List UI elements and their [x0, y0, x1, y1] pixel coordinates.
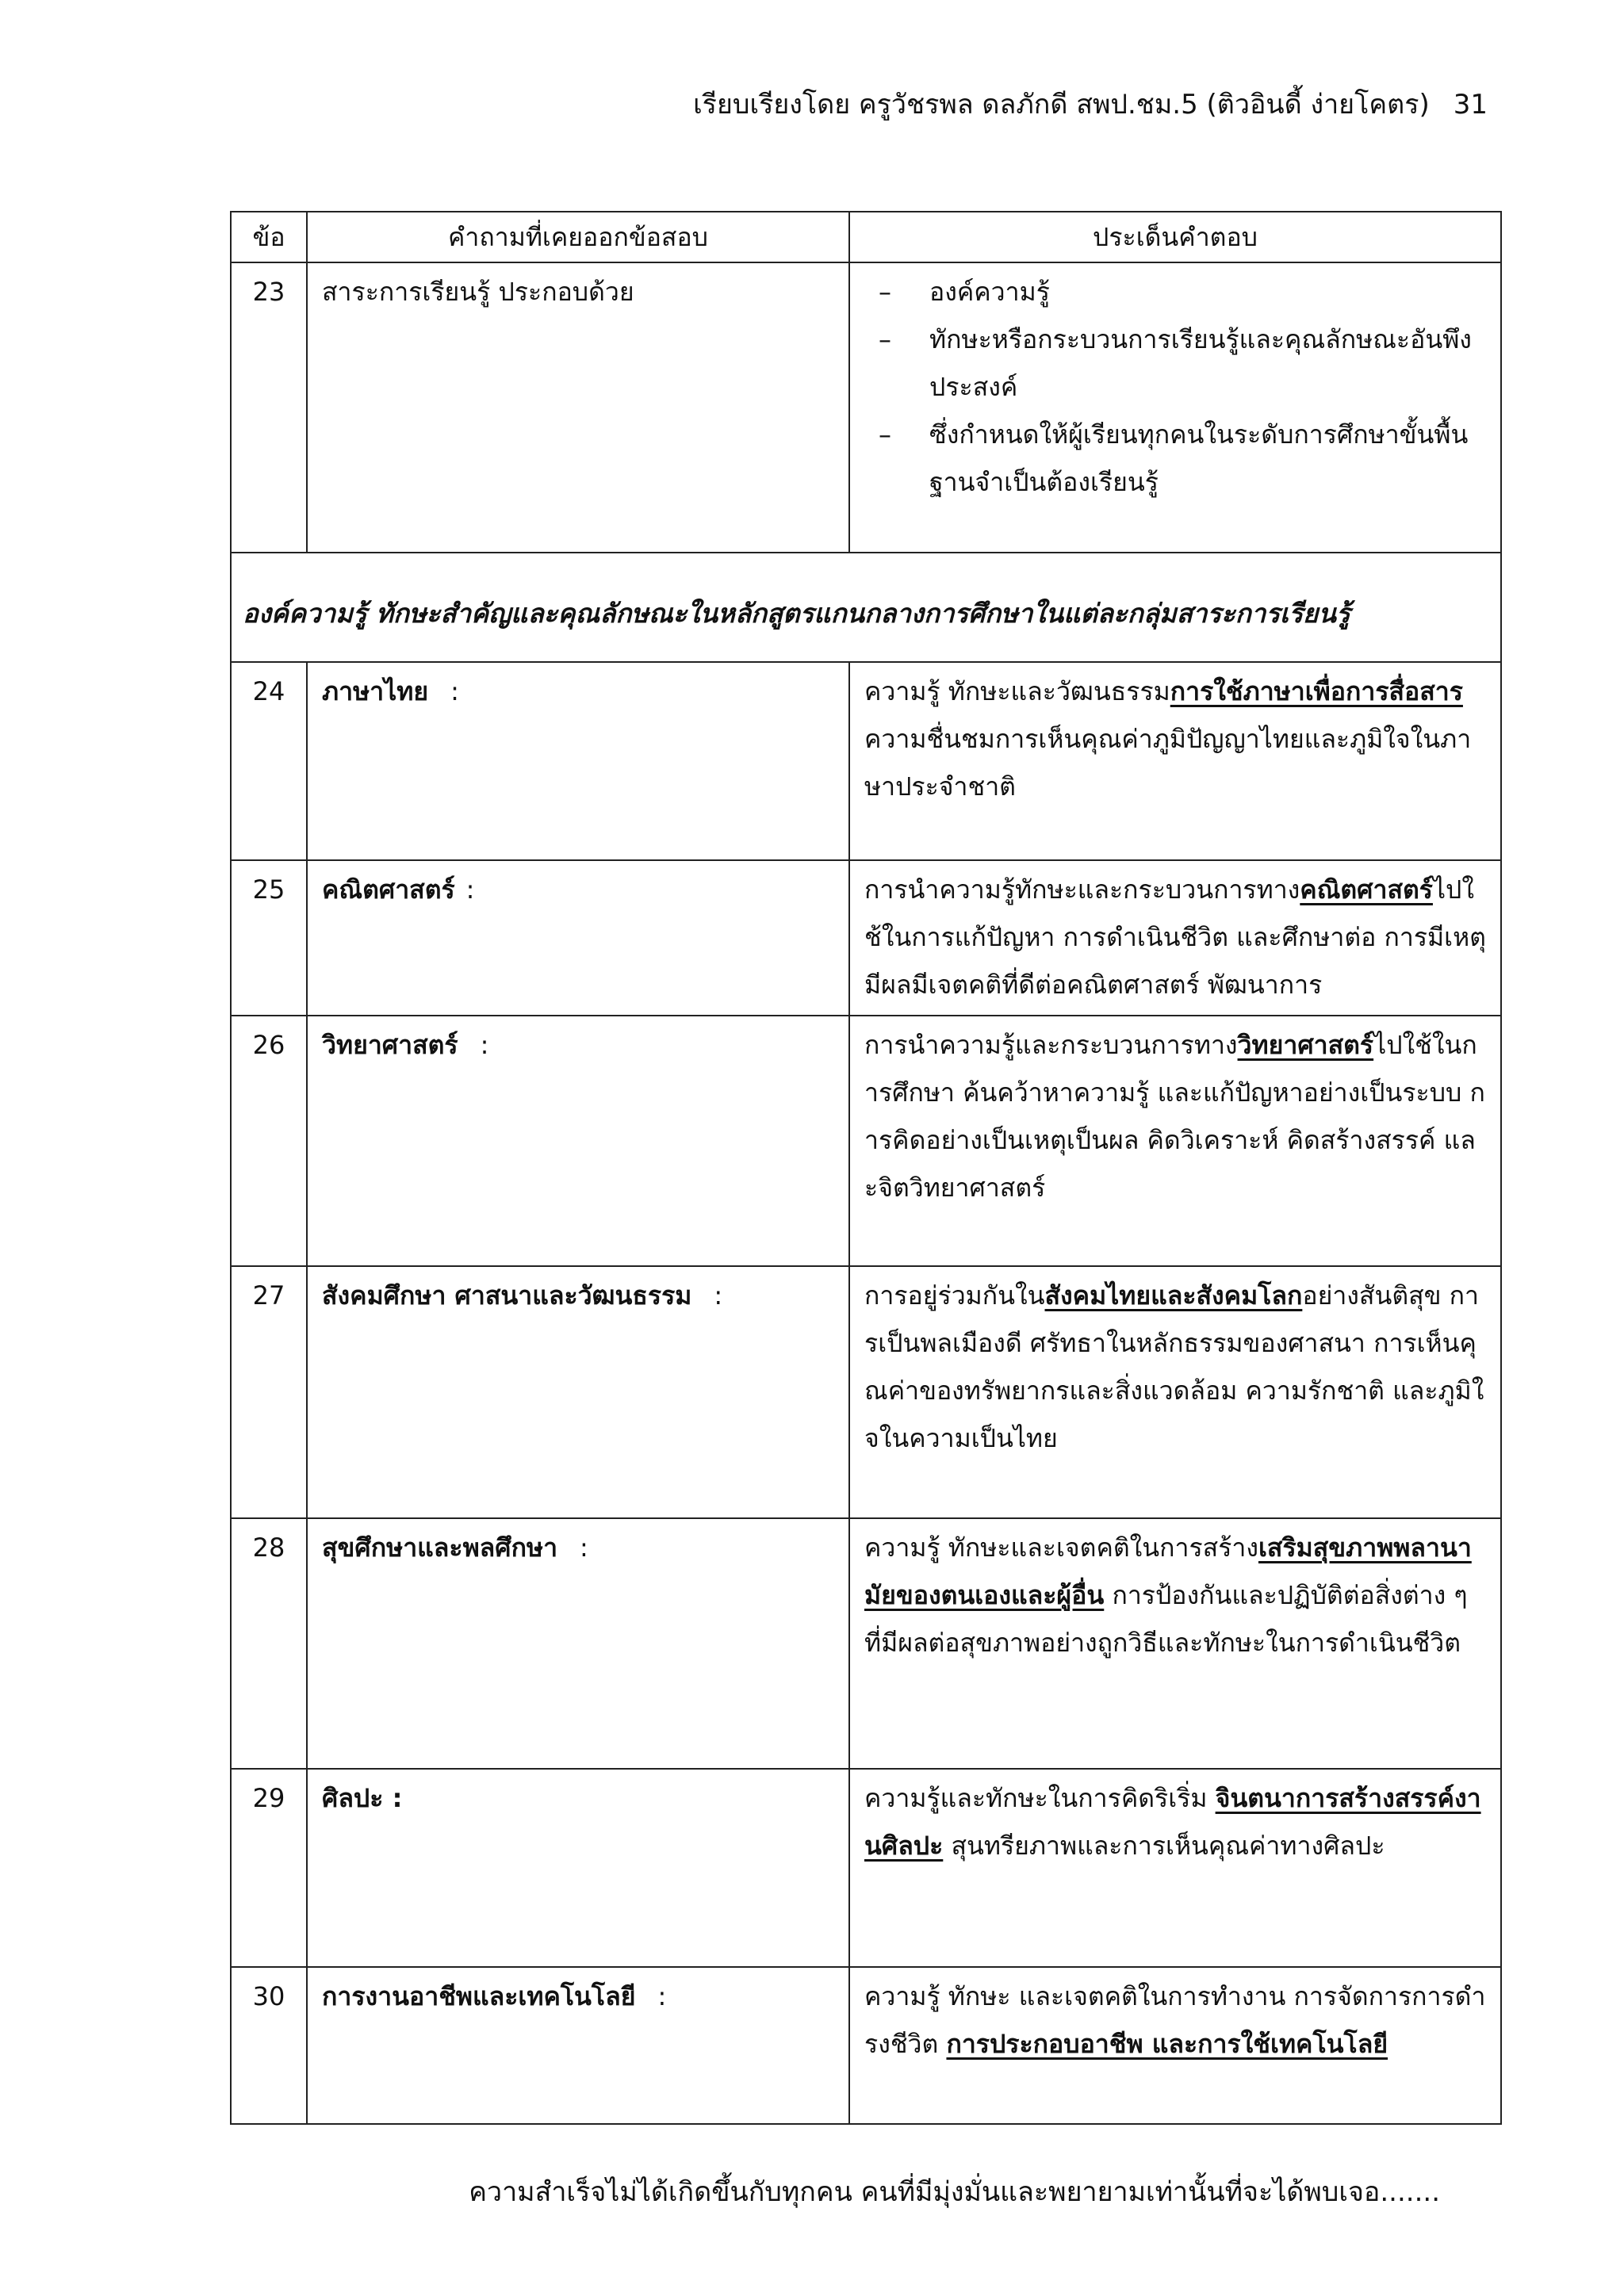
row-number: 28 — [231, 1518, 307, 1769]
row-number: 30 — [231, 1967, 307, 2124]
row-number: 25 — [231, 860, 307, 1016]
colon: : — [450, 676, 459, 706]
subject-label: ภาษาไทย — [322, 676, 429, 706]
row-question — [307, 662, 849, 860]
colon: : — [580, 1533, 588, 1563]
subject-label: การงานอาชีพและเทคโนโลยี — [322, 1981, 636, 2011]
row-question — [307, 1518, 849, 1769]
colon: : — [657, 1981, 667, 2011]
table-row-23 — [231, 262, 1501, 553]
table-row-27 — [231, 1266, 1501, 1518]
row-answer: ความรู้ ทักษะและเจตคติในการสร้างเสริมสุขภาพพลานามัยของตนเองและผู้อื่น การป้องกันและปฏิบัติต่อสิ่งต่าง ๆ ที่มีผลต่อสุขภาพอย่างถูกวิธีและทักษะในการดำเนินชีวิต — [849, 1518, 1501, 1769]
header-text: เรียบเรียงโดย ครูวัชรพล ดลภักดี สพป.ชม.5 (ติวอินดี้ ง่ายโคตร) — [693, 89, 1430, 121]
dash-marker: – — [879, 419, 891, 450]
row-question — [307, 1016, 849, 1266]
subject-label: ศิลปะ : — [322, 1783, 403, 1813]
colon: : — [465, 874, 475, 905]
row-question — [307, 860, 849, 1016]
row-number: 29 — [231, 1769, 307, 1967]
table-row-26 — [231, 1016, 1501, 1266]
key-phrase: สังคมไทยและสังคมโลก — [1044, 1280, 1303, 1311]
row-number: 24 — [231, 662, 307, 860]
colon: : — [480, 1030, 489, 1060]
key-phrase: เสริมสุขภาพพลานามัยของตนเองและผู้อื่น — [864, 1533, 1472, 1610]
section-title: องค์ความรู้ ทักษะสำคัญและคุณลักษณะในหลักสูตรแกนกลางการศึกษาในแต่ละกลุ่มสาระการเรียนรู้ — [231, 553, 1501, 662]
header-question: คำถามที่เคยออกข้อสอบ — [307, 212, 849, 262]
key-phrase: วิทยาศาสตร์ — [1237, 1030, 1374, 1060]
header-no: ข้อ — [231, 212, 307, 262]
subject-label: คณิตศาสตร์ — [322, 874, 455, 905]
page-number: 31 — [1453, 89, 1488, 121]
table-row-24 — [231, 662, 1501, 860]
key-phrase: จินตนาการสร้างสรรค์งานศิลปะ — [864, 1783, 1481, 1861]
table-row-28 — [231, 1518, 1501, 1769]
row-question — [307, 1967, 849, 2124]
row-number: 23 — [231, 262, 307, 553]
row-answer: ความรู้ ทักษะ และเจตคติในการทำงาน การจัดการการดำรงชีวิต การประกอบอาชีพ และการใช้เทคโนโลยี — [849, 1967, 1501, 2124]
list-item: – ทักษะหรือกระบวนการเรียนรู้และคุณลักษณะอันพึงประสงค์ — [879, 316, 1486, 411]
row-number: 27 — [231, 1266, 307, 1518]
subject-label: วิทยาศาสตร์ — [322, 1030, 458, 1060]
answer-list — [864, 268, 1486, 506]
table-row-29 — [231, 1769, 1501, 1967]
row-answer: การนำความรู้และกระบวนการทางวิทยาศาสตร์ไปใช้ในการศึกษา ค้นคว้าหาความรู้ และแก้ปัญหาอย่างเป็นระบบ การคิดอย่างเป็นเหตุเป็นผล คิดวิเคราะห์ คิดสร้างสรรค์ และจิตวิทยาศาสตร์ — [849, 1016, 1501, 1266]
row-number: 26 — [231, 1016, 307, 1266]
table-row-25 — [231, 860, 1501, 1016]
row-answer: การอยู่ร่วมกันในสังคมไทยและสังคมโลกอย่างสันติสุข การเป็นพลเมืองดี ศรัทธาในหลักธรรมของศาสนา การเห็นคุณค่าของทรัพยากรและสิ่งแวดล้อม ความรักชาติ และภูมิใจในความเป็นไทย — [849, 1266, 1501, 1518]
list-item: – ซึ่งกำหนดให้ผู้เรียนทุกคนในระดับการศึกษาขั้นพื้นฐานจำเป็นต้องเรียนรู้ — [879, 411, 1486, 506]
dash-marker: – — [879, 324, 891, 354]
row-answer: การนำความรู้ทักษะและกระบวนการทางคณิตศาสตร์ไปใช้ในการแก้ปัญหา การดำเนินชีวิต และศึกษาต่อ การมีเหตุมีผลมีเจตคติที่ดีต่อคณิตศาสตร์ พัฒนาการ — [849, 860, 1501, 1016]
exam-question-table — [230, 211, 1502, 2125]
subject-label: สังคมศึกษา ศาสนาและวัฒนธรรม — [322, 1280, 692, 1311]
section-row — [231, 553, 1501, 662]
list-item: – องค์ความรู้ — [879, 268, 1486, 316]
row-question: สาระการเรียนรู้ ประกอบด้วย — [307, 262, 849, 553]
row-question — [307, 1266, 849, 1518]
table-header-row — [231, 212, 1501, 262]
row-answer — [849, 262, 1501, 553]
page-footer: ความสำเร็จไม่ได้เกิดขึ้นกับทุกคน คนที่มีมุ่งมั่นและพยายามเท่านั้นที่จะได้พบเจอ....... — [469, 2176, 1440, 2208]
table-row-30 — [231, 1967, 1501, 2124]
key-phrase: การใช้ภาษาเพื่อการสื่อสาร — [1170, 676, 1463, 706]
row-answer: ความรู้และทักษะในการคิดริเริ่ม จินตนาการสร้างสรรค์งานศิลปะ สุนทรียภาพและการเห็นคุณค่าทางศิลปะ — [849, 1769, 1501, 1967]
dash-marker: – — [879, 277, 891, 307]
row-question — [307, 1769, 849, 1967]
colon: : — [714, 1280, 723, 1311]
header-answer: ประเด็นคำตอบ — [849, 212, 1501, 262]
row-answer: ความรู้ ทักษะและวัฒนธรรมการใช้ภาษาเพื่อการสื่อสาร ความชื่นชมการเห็นคุณค่าภูมิปัญญาไทยและภูมิใจในภาษาประจำชาติ — [849, 662, 1501, 860]
subject-label: สุขศึกษาและพลศึกษา — [322, 1533, 558, 1563]
key-phrase: คณิตศาสตร์ — [1300, 874, 1433, 905]
page-header — [693, 86, 1488, 124]
key-phrase: การประกอบอาชีพ และการใช้เทคโนโลยี — [946, 2029, 1388, 2059]
